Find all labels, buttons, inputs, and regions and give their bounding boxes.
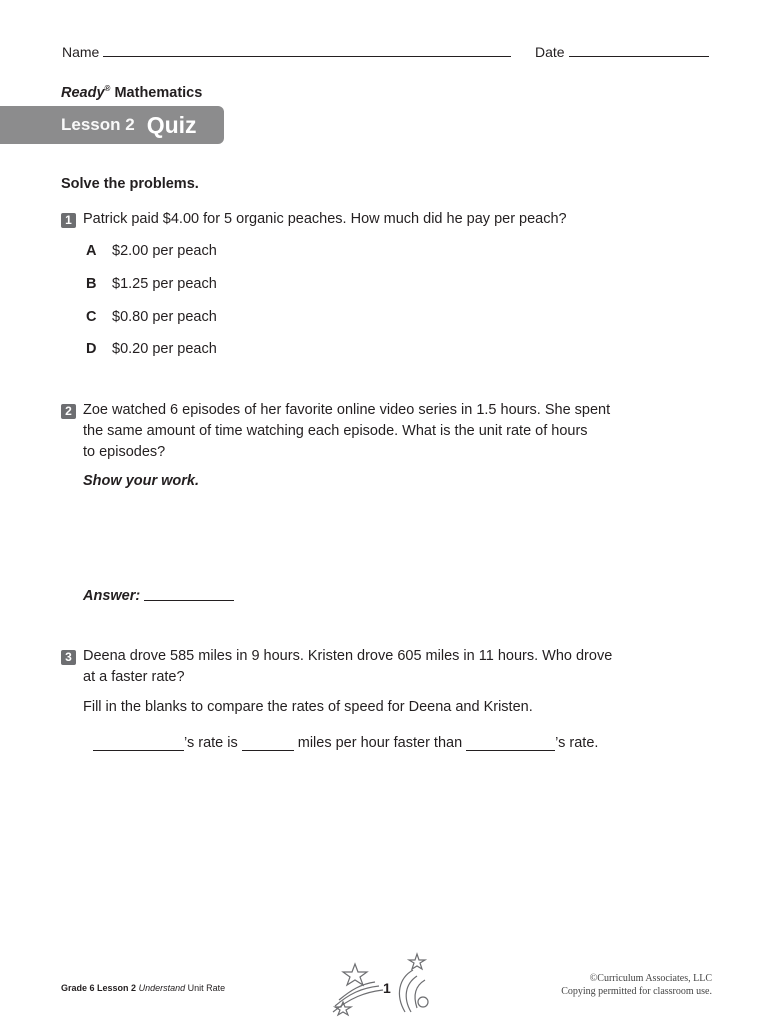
question-1-text: Patrick paid $4.00 for 5 organic peaches. How much did he pay per peach? xyxy=(83,211,567,227)
option-letter: D xyxy=(86,341,97,357)
instructions: Solve the problems. xyxy=(61,176,199,192)
footer-lesson: Lesson 2 xyxy=(97,983,137,993)
q1-option-d[interactable] xyxy=(86,341,217,357)
question-number-3: 3 xyxy=(61,650,76,665)
question-3-text xyxy=(83,646,612,688)
question-3-line-2: at a faster rate? xyxy=(83,669,185,685)
question-number-2: 2 xyxy=(61,404,76,419)
name-label: Name xyxy=(62,44,100,60)
footer-understand: Understand xyxy=(138,983,186,993)
option-text: $2.00 per peach xyxy=(112,243,217,259)
footer-grade: Grade 6 xyxy=(61,983,95,993)
name-blank-line[interactable] xyxy=(103,55,511,57)
rate-difference-blank[interactable] xyxy=(242,749,294,751)
banner-quiz: Quiz xyxy=(146,111,197,138)
name-blank-1[interactable] xyxy=(93,749,184,751)
q1-option-a[interactable] xyxy=(86,243,217,259)
permission-line: Copying permitted for classroom use. xyxy=(561,986,712,997)
copyright-line: ©Curriculum Associates, LLC xyxy=(589,973,712,984)
brand-ready: Ready xyxy=(61,84,105,101)
option-text: $1.25 per peach xyxy=(112,276,217,292)
sentence-part-3: ’s rate. xyxy=(555,735,599,751)
footer-lesson-info xyxy=(61,983,225,993)
question-2-line-3: to episodes? xyxy=(83,444,166,460)
banner-lesson: Lesson 2 xyxy=(61,115,135,134)
question-2-line-2: the same amount of time watching each episode. What is the unit rate of hours xyxy=(83,423,588,439)
name-field[interactable] xyxy=(62,44,511,60)
shooting-stars-icon xyxy=(325,950,435,1020)
date-field[interactable] xyxy=(535,44,709,60)
answer-label: Answer: xyxy=(83,588,141,604)
option-letter: C xyxy=(86,309,97,325)
name-blank-2[interactable] xyxy=(466,749,555,751)
comparison-sentence xyxy=(93,733,598,754)
date-label: Date xyxy=(535,44,565,60)
question-number-1: 1 xyxy=(61,213,76,228)
brand-mathematics: Mathematics xyxy=(114,84,203,101)
question-2-text xyxy=(83,400,610,463)
answer-blank-line[interactable] xyxy=(144,599,234,601)
sentence-part-2: miles per hour faster than xyxy=(297,735,463,751)
footer-copyright xyxy=(512,972,712,998)
q1-option-c[interactable] xyxy=(86,309,217,325)
option-letter: A xyxy=(86,243,97,259)
registered-mark: ® xyxy=(104,84,111,93)
show-your-work: Show your work. xyxy=(83,473,200,489)
brand-title xyxy=(61,84,202,101)
option-text: $0.20 per peach xyxy=(112,341,217,357)
q1-option-b[interactable] xyxy=(86,276,217,292)
footer-topic: Unit Rate xyxy=(187,983,226,993)
question-3-line-1: Deena drove 585 miles in 9 hours. Kristen drove 605 miles in 11 hours. Who drove xyxy=(83,648,613,664)
question-2-line-1: Zoe watched 6 episodes of her favorite online video series in 1.5 hours. She spent xyxy=(83,402,611,418)
option-letter: B xyxy=(86,276,97,292)
option-text: $0.80 per peach xyxy=(112,309,217,325)
date-blank-line[interactable] xyxy=(569,55,709,57)
page-number: 1 xyxy=(383,980,391,996)
sentence-part-1: ’s rate is xyxy=(184,735,238,751)
fill-instructions: Fill in the blanks to compare the rates of speed for Deena and Kristen. xyxy=(83,699,533,715)
lesson-banner xyxy=(0,106,224,144)
q2-answer-field[interactable] xyxy=(83,588,234,604)
